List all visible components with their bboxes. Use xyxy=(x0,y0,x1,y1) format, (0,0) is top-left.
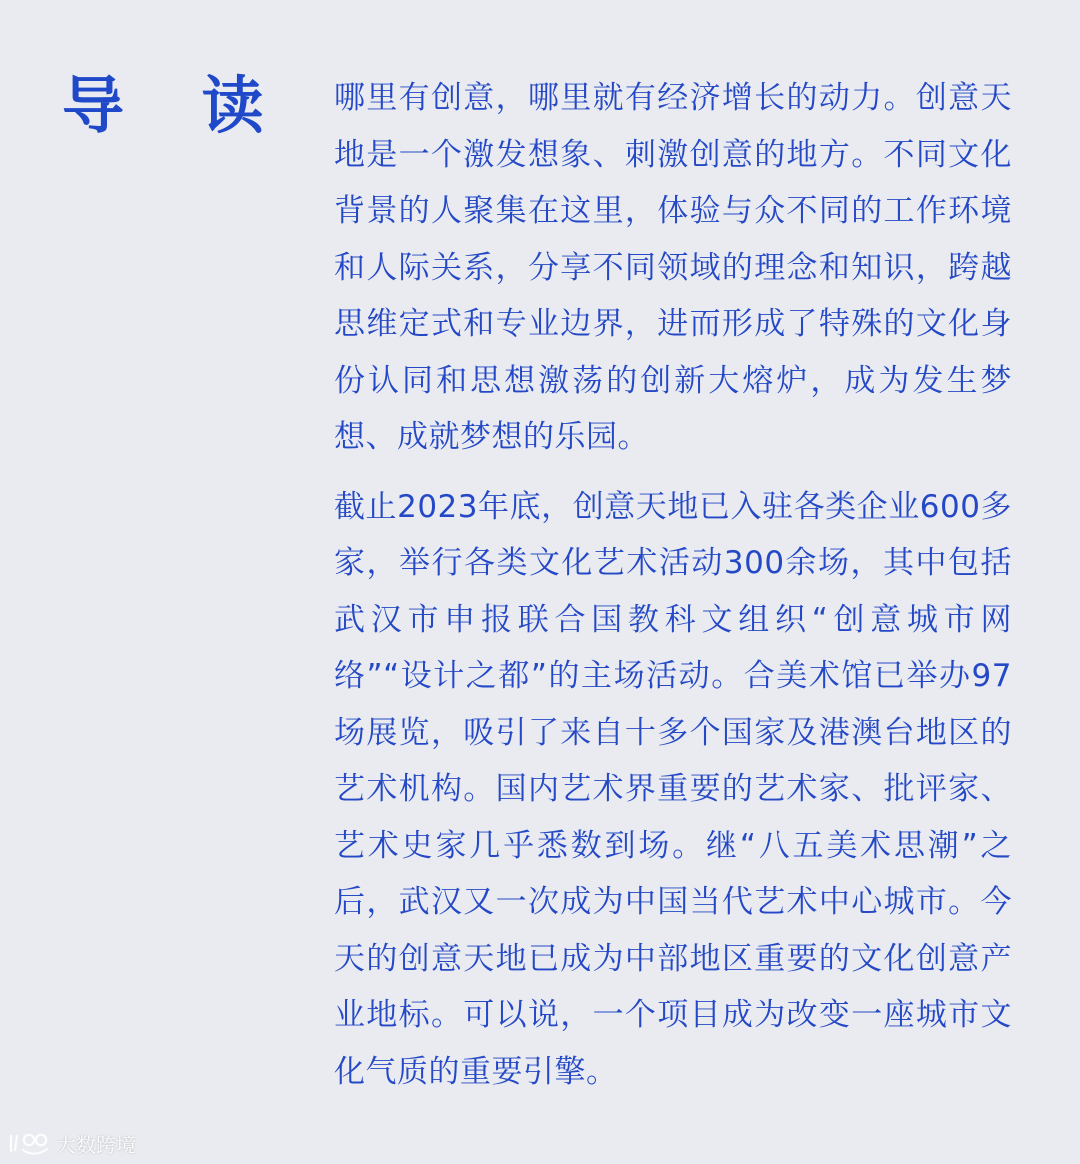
paragraph-2: 截止2023年底，创意天地已入驻各类企业600多家，举行各类文化艺术活动300余场，其中包括武汉市申报联合国教科文组织“创意城市网络”“设计之都”的主场活动。合美术馆已举办97场展览，吸引了来自十多个国家及港澳台地区的艺术机构。国内艺术界重要的艺术家、批评家、艺术史家几乎悉数到场。继“八五美术思潮”之后，武汉又一次成为中国当代艺术中心城市。今天的创意天地已成为中部地区重要的文化创意产业地标。可以说，一个项目成为改变一座城市文化气质的重要引擎。 xyxy=(334,488,1012,1090)
paragraph-1: 哪里有创意，哪里就有经济增长的动力。创意天地是一个激发想象、刺激创意的地方。不同文化背景的人聚集在这里，体验与众不同的工作环境和人际关系，分享不同领域的理念和知识，跨越思维定式和专业边界，进而形成了特殊的文化身份认同和思想激荡的创新大熔炉，成为发生梦想、成就梦想的乐园。 xyxy=(334,80,1012,455)
watermark xyxy=(8,1128,136,1158)
page-title: 导 读 xyxy=(62,69,292,142)
article-body xyxy=(334,70,1012,1100)
watermark-text: 大数跨境 xyxy=(56,1132,136,1157)
brand-logo-icon xyxy=(8,1131,50,1155)
